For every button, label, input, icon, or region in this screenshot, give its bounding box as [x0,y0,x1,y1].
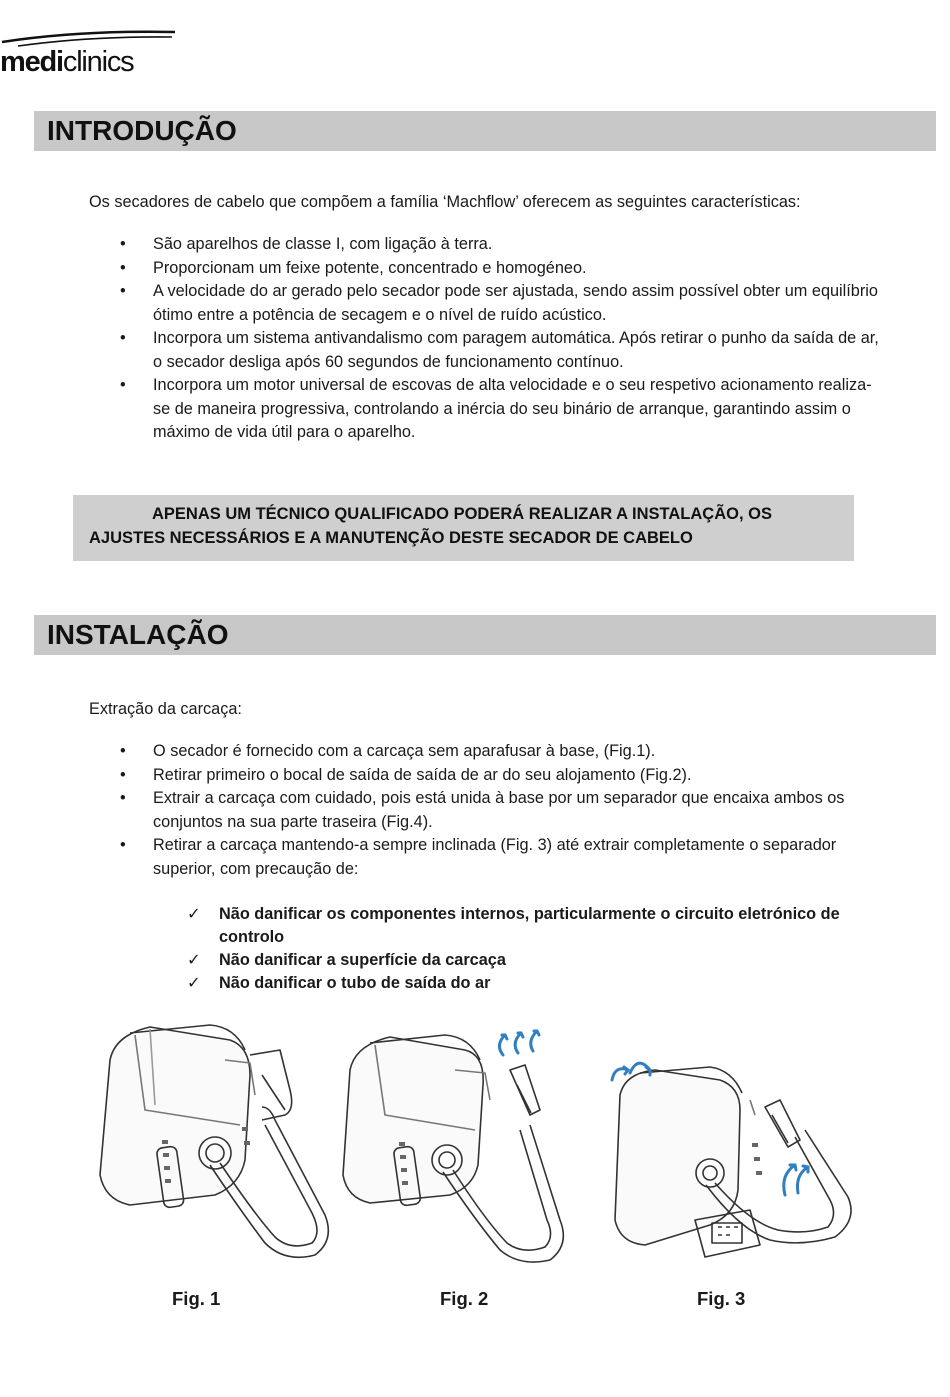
figure-1-dryer-assembled [90,1015,360,1280]
list-item: • Incorpora um motor universal de escovas de alta velocidade e o seu respetivo acionamento realiza-se de maneira progressiva, controlando a inércia do seu binário de arranque, garantindo assim o máximo de vida útil para o aparelho. [89,374,879,445]
installation-subheading: Extração da carcaça: [89,700,242,718]
check-mark-icon: ✓ [187,905,201,923]
checklist-item: ✓ Não danificar a superfície da carcaça [187,949,867,972]
figure-2-caption: Fig. 2 [440,1288,489,1309]
figure-2-nozzle-removed [335,1015,605,1280]
intro-heading: INTRODUÇÃO [47,115,237,146]
list-item: • Retirar primeiro o bocal de saída de saída de ar do seu alojamento (Fig.2). [89,764,879,788]
mediclinics-logo [0,28,180,80]
installation-steps-list [89,740,879,881]
hand-dryer-illustration [600,1015,870,1280]
intro-feature-list [89,233,879,445]
installation-section-header [34,615,936,655]
check-mark-icon: ✓ [187,974,201,992]
logo-swoosh-lines [0,28,180,48]
warning-box [73,495,854,561]
list-item: • O secador é fornecido com a carcaça sem aparafusar à base, (Fig.1). [89,740,879,764]
intro-section-header [34,111,936,151]
hand-dryer-illustration [335,1015,605,1280]
warning-text: APENAS UM TÉCNICO QUALIFICADO PODERÁ REALIZAR A INSTALAÇÃO, OS AJUSTES NECESSÁRIOS E A MANUTENÇÃO DESTE SECADOR DE CABELO [89,505,772,547]
installation-heading: INSTALAÇÃO [47,619,229,650]
list-item: • Proporcionam um feixe potente, concentrado e homogéneo. [89,257,879,281]
list-item: • São aparelhos de classe I, com ligação à terra. [89,233,879,257]
intro-lead: Os secadores de cabelo que compõem a família ‘Machflow’ oferecem as seguintes características: [89,193,801,211]
list-item: • Extrair a carcaça com cuidado, pois está unida à base por um separador que encaixa ambos os conjuntos na sua parte traseira (Fig.4). [89,787,879,834]
list-item: • A velocidade do ar gerado pelo secador pode ser ajustada, sendo assim possível obter um equilíbrio ótimo entre a potência de secagem e o nível de ruído acústico. [89,280,879,327]
checklist-item: ✓ Não danificar o tubo de saída do ar [187,972,867,995]
figure-3-caption: Fig. 3 [697,1288,746,1309]
check-mark-icon: ✓ [187,951,201,969]
figure-1-caption: Fig. 1 [172,1288,221,1309]
precaution-checklist [187,903,867,995]
checklist-item: ✓ Não danificar os componentes internos, particularmente o circuito eletrónico de controlo [187,905,840,946]
hand-dryer-illustration [90,1015,360,1280]
logo-wordmark: mediclinics [0,46,134,78]
list-item: • Retirar a carcaça mantendo-a sempre inclinada (Fig. 3) até extrair completamente o separador superior, com precaução de: [89,834,879,881]
figure-3-casing-removed [600,1015,870,1280]
list-item: • Incorpora um sistema antivandalismo com paragem automática. Após retirar o punho da saída de ar, o secador desliga após 60 segundos de funcionamento contínuo. [89,327,879,374]
